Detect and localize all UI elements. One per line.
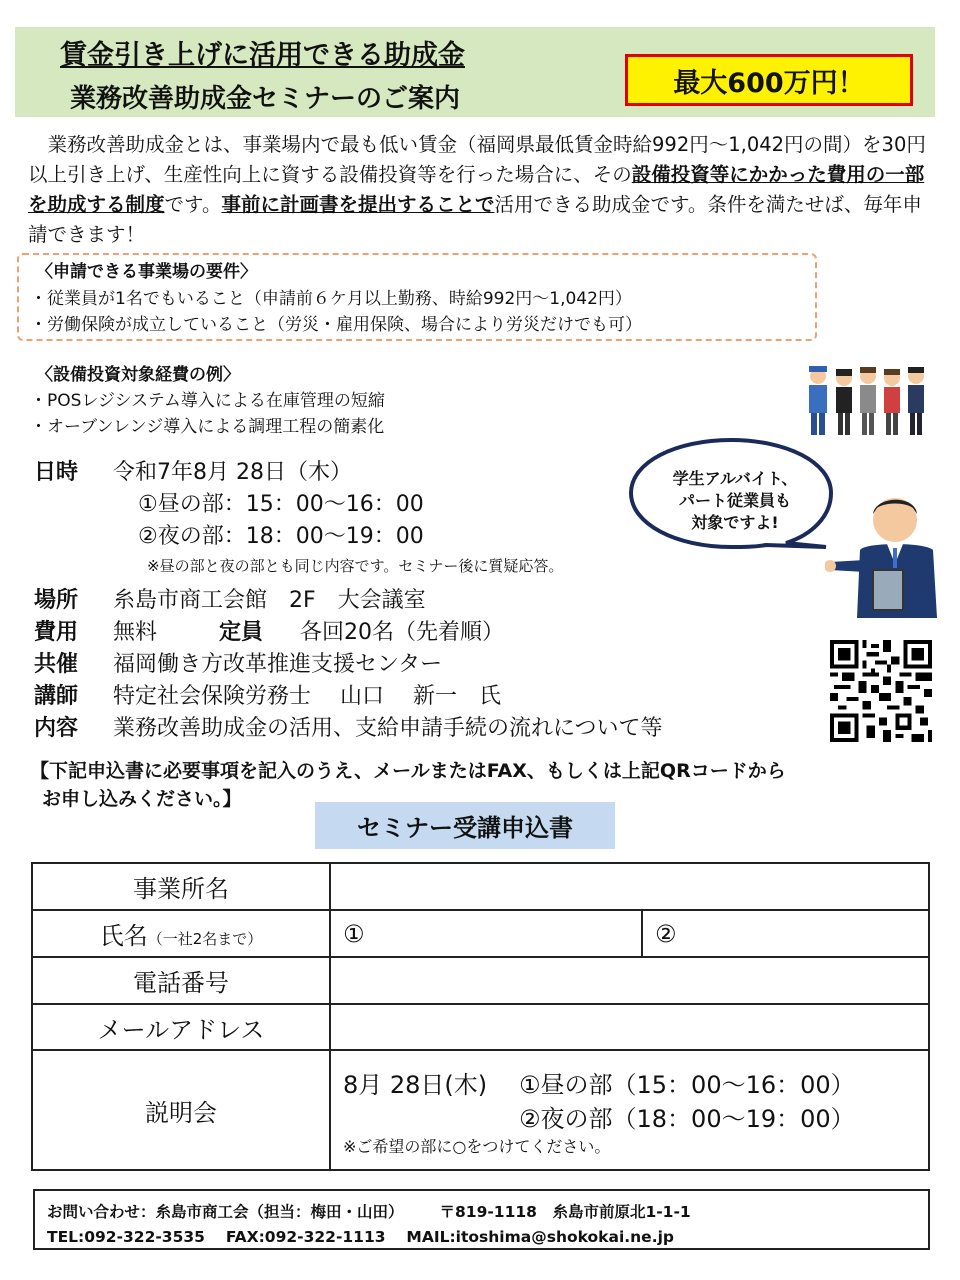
name-field-1[interactable] [330, 910, 642, 957]
form-row-session [32, 1050, 929, 1170]
title-line2: 業務改善助成金セミナーのご案内 [70, 84, 461, 114]
form-row-business [32, 863, 929, 910]
worker-figure-2 [836, 369, 852, 435]
date-label: 日時 [34, 460, 79, 485]
phone-label: 電話番号 [32, 957, 330, 1004]
capacity-value: 各回20名（先着順） [300, 620, 504, 645]
session-date: 8月 28日(木) [343, 1071, 488, 1099]
bubble-line-2: パート従業員も [678, 491, 791, 510]
phone-field[interactable] [330, 957, 929, 1004]
intro-text-1: 業務改善助成金とは、事業場内で最も低い賃金（福岡県最低賃金時給992円～1,042円の間）を30円以上引き上げ、生産性向上に資する設備投資等を行った場合に、その [28, 133, 926, 186]
example-item-2: ・オーブンレンジ導入による調理工程の簡素化 [30, 417, 385, 437]
name-field-2[interactable] [642, 910, 929, 957]
email-field[interactable] [330, 1004, 929, 1050]
worker-figure-5 [908, 367, 924, 435]
business-name-field[interactable] [330, 863, 929, 910]
contact-box [33, 1189, 930, 1250]
worker-figure-1 [809, 366, 827, 435]
name-note: （一社2名まで） [147, 930, 263, 948]
capacity-label: 定員 [219, 620, 264, 645]
bubble-text [660, 468, 810, 534]
instruction-line-1: 【下記申込書に必要事項を記入のうえ、メールまたはFAX、もしくは上記QRコードから [30, 760, 786, 782]
session-note: ※昼の部と夜の部とも同じ内容です。セミナー後に質疑応答。 [147, 557, 564, 575]
intro-text-3: 活用できる助成金です。条件を満たせば、毎年申請できます！ [28, 193, 922, 246]
requirements-title: 〈申請できる事業場の要件〉 [36, 262, 257, 282]
name-slot-1: ① [343, 919, 365, 948]
example-item-1: ・POSレジシステム導入による在庫管理の短縮 [30, 391, 385, 411]
bubble-line-3: 対象ですよ! [691, 513, 779, 532]
bubble-line-1: 学生アルバイト、 [672, 469, 798, 488]
session-note-form: ※ご希望の部に○をつけてください。 [343, 1137, 611, 1156]
instruction-line-2: お申し込みください。】 [42, 788, 242, 810]
session-field[interactable] [330, 1050, 929, 1170]
form-row-name [32, 910, 929, 957]
session-2: ②夜の部：18：00～19：00 [138, 524, 424, 549]
session-option-1[interactable]: ①昼の部（15：00～16：00） [519, 1071, 855, 1099]
people-illustration [800, 362, 935, 440]
email-label: メールアドレス [32, 1004, 330, 1050]
organizer-value: 福岡働き方改革推進支援センター [113, 652, 443, 677]
session-option-2[interactable]: ②夜の部（18：00～19：00） [519, 1105, 855, 1133]
presenter-illustration [825, 490, 940, 620]
contact-line-2: TEL:092-322-3535 FAX:092-322-1113 MAIL:itoshima@shokokai.ne.jp [47, 1228, 674, 1246]
intro-paragraph [28, 130, 933, 250]
intro-text-2: です。 [164, 193, 222, 216]
session-1: ①昼の部：15：00～16：00 [138, 492, 424, 517]
max-amount-badge: 最大600万円！ [625, 54, 913, 106]
worker-figure-3 [860, 367, 876, 435]
session-label: 説明会 [32, 1050, 330, 1170]
fee-label: 費用 [34, 620, 79, 645]
place-value: 糸島市商工会館 2F 大会議室 [113, 588, 426, 613]
contact-address: 〒819-1118 糸島市前原北1-1-1 [439, 1203, 691, 1221]
contact-org: お問い合わせ：糸島市商工会（担当：梅田・山田） [47, 1203, 404, 1221]
form-title: セミナー受講申込書 [315, 802, 615, 849]
date-value: 令和7年8月 28日（木） [113, 460, 352, 485]
content-label: 内容 [34, 716, 79, 741]
fee-value: 無料 [113, 620, 158, 645]
contact-line-1 [47, 1200, 691, 1222]
qr-code[interactable] [830, 640, 932, 742]
content-value: 業務改善助成金の活用、支給申請手続の流れについて等 [113, 716, 663, 741]
form-row-email [32, 1004, 929, 1050]
organizer-label: 共催 [34, 652, 79, 677]
intro-bold-2: 事前に計画書を提出することで [221, 193, 495, 216]
examples-title: 〈設備投資対象経費の例〉 [36, 365, 240, 385]
lecturer-value: 特定社会保険労務士 山口 新一 氏 [113, 684, 501, 709]
name-slot-2: ② [655, 919, 677, 948]
intro-bold-1: 設備投資等にかかった費用の一部を助成する制度 [28, 163, 925, 216]
lecturer-label: 講師 [34, 684, 79, 709]
title-line1: 賃金引き上げに活用できる助成金 [60, 40, 465, 71]
business-name-label: 事業所名 [32, 863, 330, 910]
application-form [31, 862, 930, 1171]
form-row-phone [32, 957, 929, 1004]
worker-figure-4 [884, 369, 900, 435]
name-label: 氏名 [99, 922, 148, 950]
requirement-item-2: ・労働保険が成立していること（労災・雇用保険、場合により労災だけでも可） [30, 315, 642, 335]
name-label-cell [32, 910, 330, 957]
requirement-item-1: ・従業員が1名でもいること（申請前６ケ月以上勤務、時給992円～1,042円） [30, 289, 632, 309]
place-label: 場所 [34, 588, 79, 613]
